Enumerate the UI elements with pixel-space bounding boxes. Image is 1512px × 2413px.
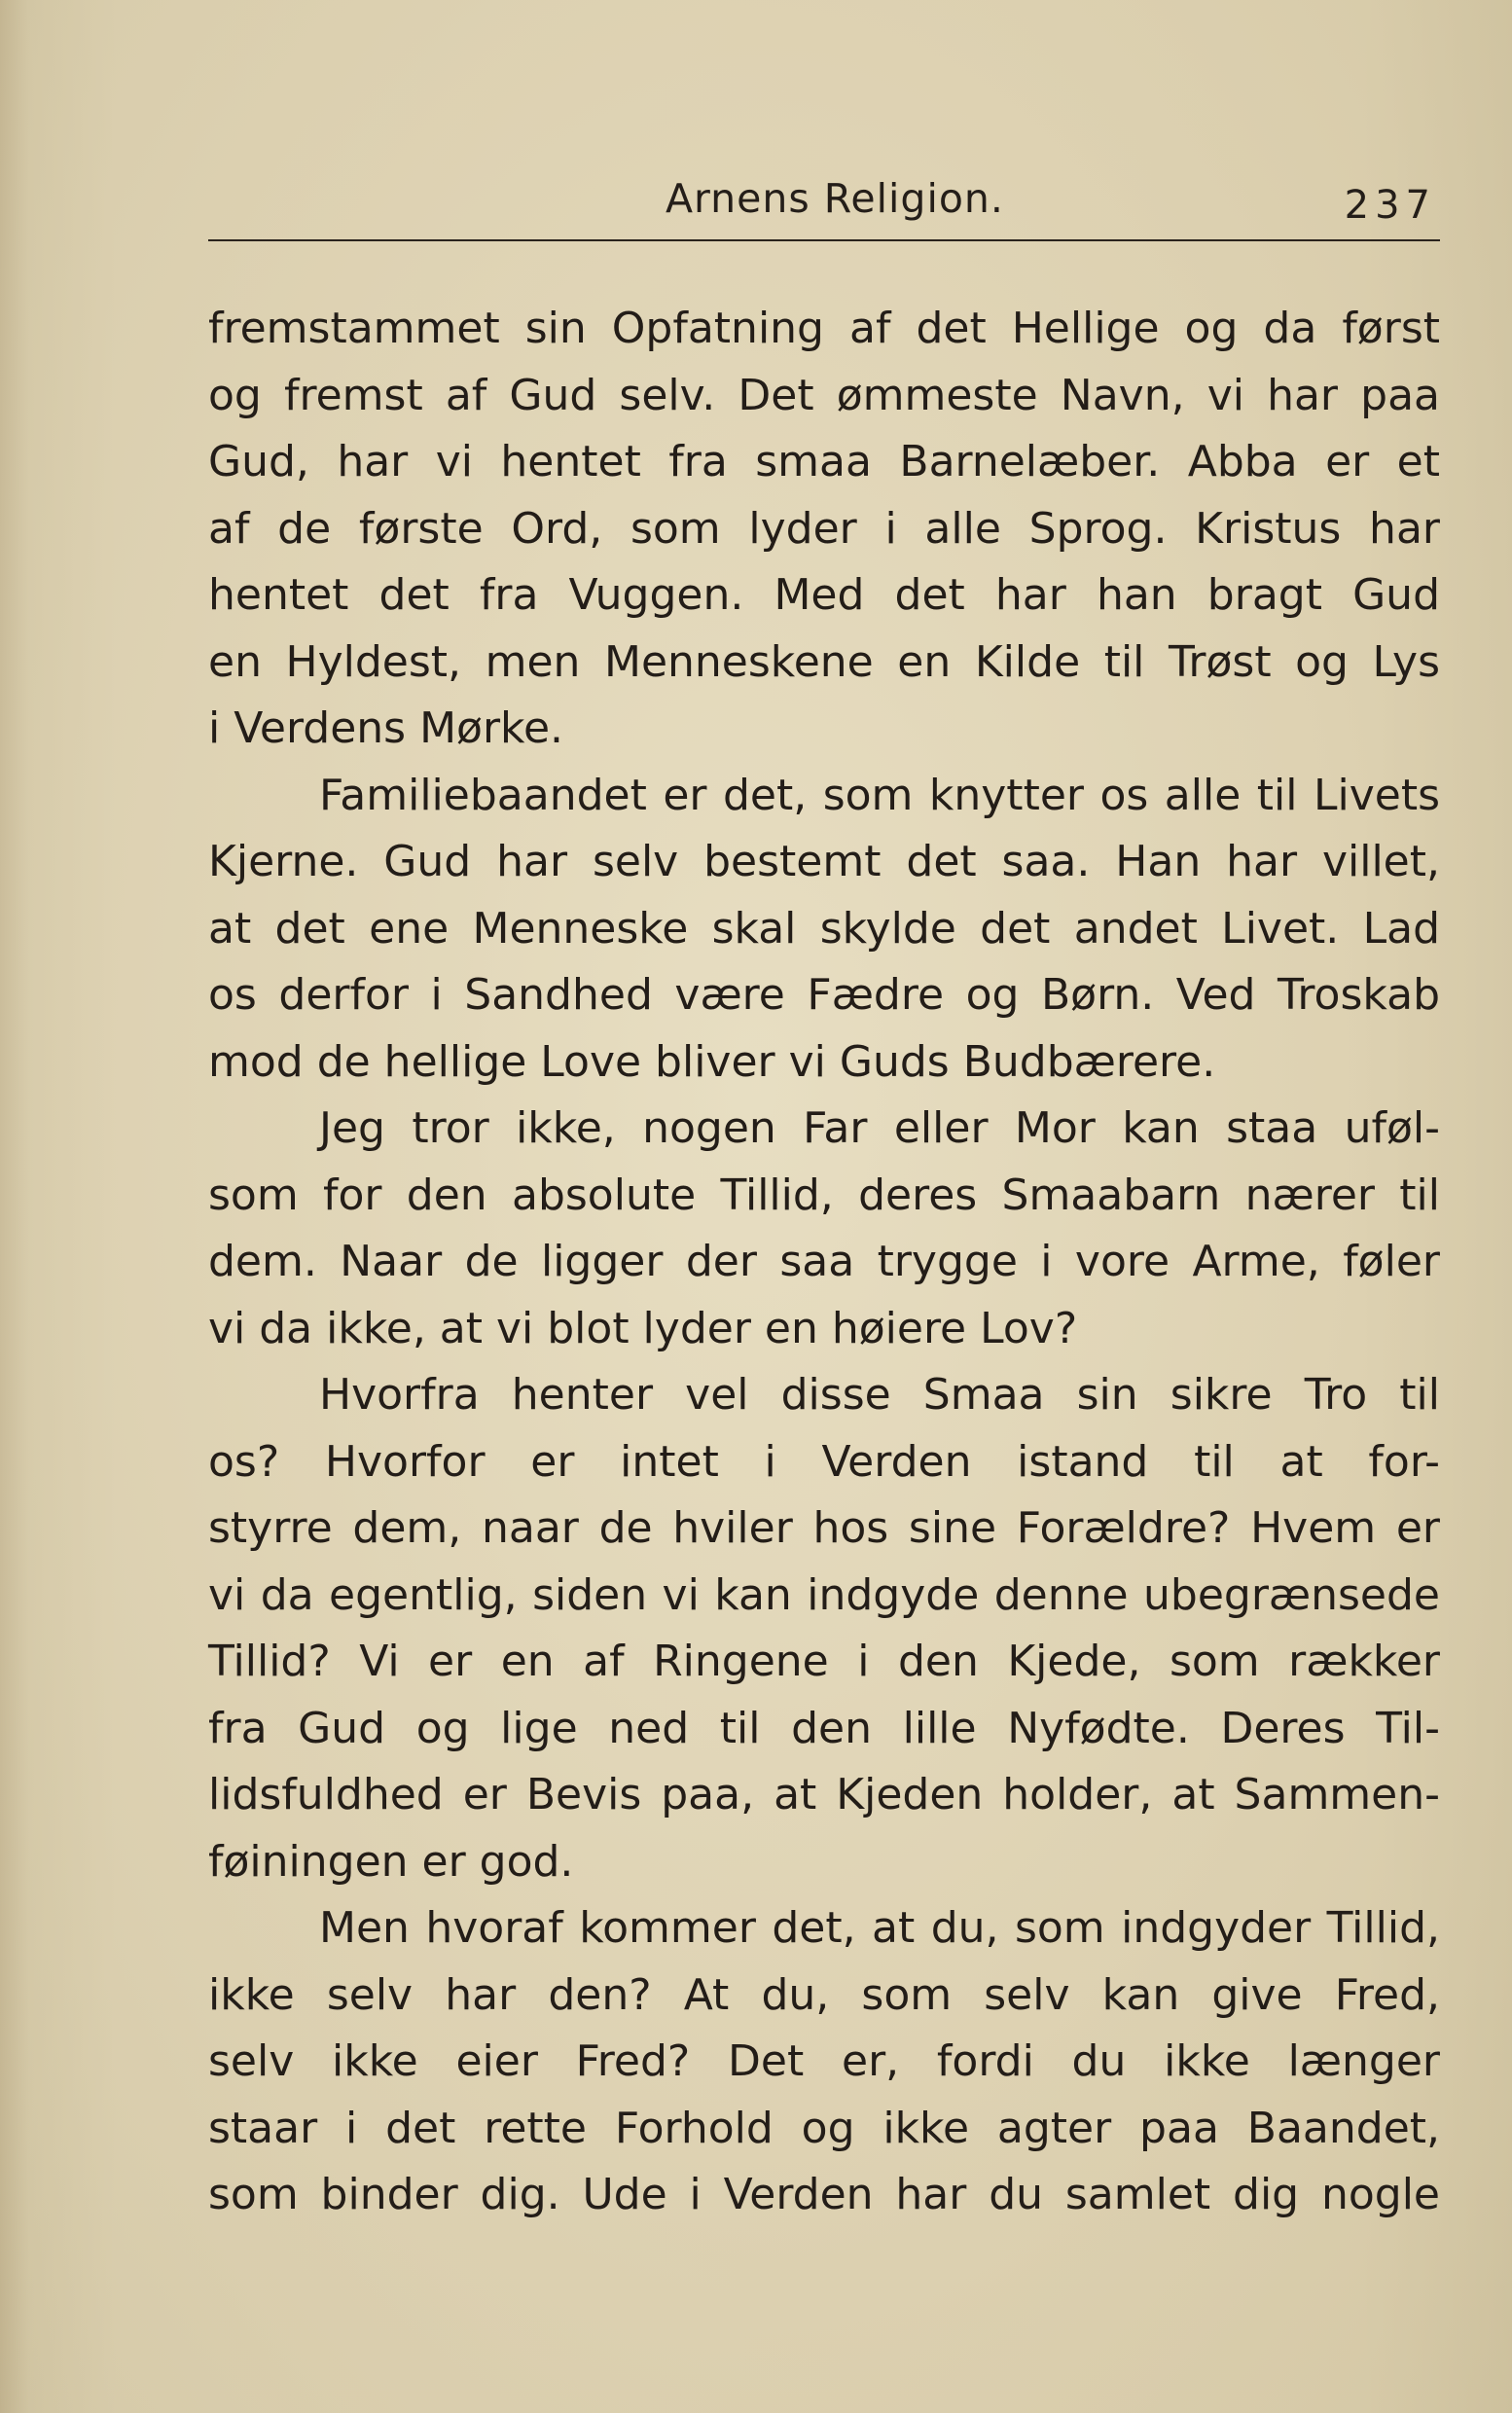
text-line: Jeg tror ikke, nogen Far eller Mor kan staa uføl-	[319, 1103, 1440, 1153]
text-line: staar i det rette Forhold og ikke agter paa Baandet,	[208, 2103, 1440, 2153]
text-line: Hvorfra henter vel disse Smaa sin sikre Tro til	[319, 1370, 1440, 1420]
text-line: Gud, har vi hentet fra smaa Barnelæber. Abba er et	[208, 437, 1440, 486]
text-line: Tillid? Vi er en af Ringene i den Kjede, som rækker	[208, 1637, 1440, 1686]
text-line: dem. Naar de ligger der saa trygge i vore Arme, føler	[208, 1237, 1440, 1286]
text-line: føiningen er god.	[208, 1836, 574, 1887]
text-line: fremstammet sin Opfatning af det Hellige og da først	[208, 304, 1440, 353]
text-line: vi da ikke, at vi blot lyder en høiere Lov?	[208, 1303, 1078, 1353]
text-line: og fremst af Gud selv. Det ømmeste Navn, vi har paa	[208, 370, 1440, 420]
text-line: ikke selv har den? At du, som selv kan give Fred,	[208, 1969, 1440, 2020]
body-text	[208, 296, 1440, 2229]
text-line: selv ikke eier Fred? Det er, fordi du ikke længer	[208, 2036, 1440, 2086]
text-line: vi da egentlig, siden vi kan indgyde denne ubegrænsede	[208, 1569, 1440, 1620]
page-number: 237	[1344, 183, 1436, 228]
text-line: i Verdens Mørke.	[208, 703, 564, 753]
text-line: fra Gud og lige ned til den lille Nyfødte. Deres Til-	[208, 1703, 1440, 1753]
text-line: Kjerne. Gud har selv bestemt det saa. Han har villet,	[208, 837, 1440, 886]
running-title: Arnens Religion.	[666, 175, 1004, 222]
text-line: som binder dig. Ude i Verden har du samlet dig nogle	[208, 2170, 1440, 2219]
text-line: lidsfuldhed er Bevis paa, at Kjeden holder, at Sammen-	[208, 1770, 1440, 1819]
text-line: hentet det fra Vuggen. Med det har han bragt Gud	[208, 570, 1440, 620]
text-line: som for den absolute Tillid, deres Smaabarn nærer til	[208, 1170, 1440, 1220]
text-line: mod de hellige Love bliver vi Guds Budbærere.	[208, 1036, 1216, 1087]
text-line: Men hvoraf kommer det, at du, som indgyder Tillid,	[319, 1903, 1440, 1953]
page-header	[208, 175, 1440, 241]
text-line: af de første Ord, som lyder i alle Sprog. Kristus har	[208, 503, 1440, 554]
text-line: styrre dem, naar de hviler hos sine Forældre? Hvem er	[208, 1503, 1440, 1553]
text-line: at det ene Menneske skal skylde det andet Livet. Lad	[208, 903, 1440, 954]
text-line: en Hyldest, men Menneskene en Kilde til Trøst og Lys	[208, 636, 1440, 687]
text-line: Familiebaandet er det, som knytter os alle til Livets	[319, 770, 1440, 820]
text-line: os derfor i Sandhed være Fædre og Børn. Ved Troskab	[208, 970, 1440, 1020]
text-line: os? Hvorfor er intet i Verden istand til at for-	[208, 1436, 1440, 1487]
